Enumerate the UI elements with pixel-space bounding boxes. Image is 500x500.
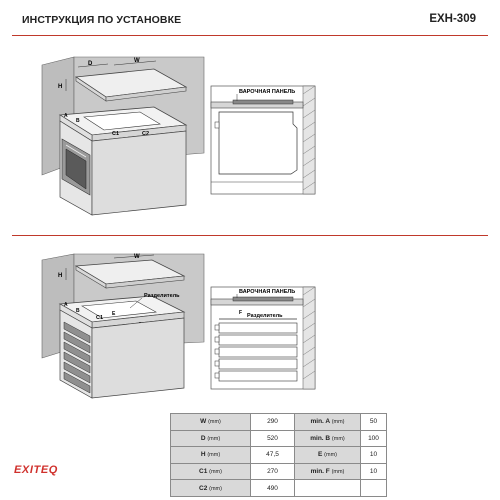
dim-H2-label: H [58,273,63,279]
unit-label: (mm) [209,485,222,492]
page-title: ИНСТРУКЦИЯ ПО УСТАНОВКЕ [22,14,182,26]
dim-D-label: D [88,61,93,67]
unit-label: (mm) [207,435,221,442]
unit-label: (mm) [331,419,345,426]
dim-value-text: 290 [267,418,278,426]
dim-key [171,463,251,480]
unit-label: (mm) [331,435,345,442]
unit-label: (mm) [324,452,337,459]
dim-value-text: 270 [267,468,278,476]
unit-label: (mm) [208,419,221,426]
dim-key-text: C1 [199,468,208,476]
figure-drawer-cabinet [36,252,211,402]
brand-logo: EXITEQ [14,464,58,476]
unit-label: (mm) [209,469,222,476]
dimensions-table [170,413,387,497]
dim-value2-text: 10 [369,451,378,459]
dim-C1b-label: C1 [96,315,104,321]
dim-key2 [295,463,361,480]
table-row [171,447,387,464]
dim-key2 [295,480,361,497]
dim-key2-text: min. F [310,468,330,476]
dim-key2-text: min. A [310,418,330,426]
dim-H-label: H [58,84,63,90]
dim-value-text: 47,5 [266,451,279,459]
dim-value2 [361,447,387,464]
dim-key2-text: min. B [310,434,331,442]
dim-E-label: E [112,311,116,317]
dim-key2-text: E [318,451,323,459]
dim-value-text: 520 [267,434,278,442]
dim-key-text: H [200,451,206,459]
dim-key2 [295,430,361,447]
dim-key [171,430,251,447]
table-row [171,480,387,497]
dim-value [251,414,295,431]
unit-label: (mm) [331,469,345,476]
dim-value [251,430,295,447]
dim-value-text: 490 [267,484,278,492]
dim-value [251,447,295,464]
dim-A-label: A [64,113,68,119]
panel-label: ВАРОЧНАЯ ПАНЕЛЬ [239,89,296,95]
dim-key [171,447,251,464]
dim-value2 [361,480,387,497]
dim-key [171,414,251,431]
figure-oven-cabinet [36,55,211,230]
dim-key2 [295,414,361,431]
header-divider [12,35,488,36]
unit-label: (mm) [207,452,221,459]
panel2-label: ВАРОЧНАЯ ПАНЕЛЬ [239,289,296,295]
dim-B-label: B [76,118,80,124]
dim-key-text: D [200,434,206,442]
dim-F2-label: F [239,310,243,316]
dim-key [171,480,251,497]
model-number: EXH-309 [429,13,476,25]
dim-value2-text: 50 [369,418,378,426]
divider2-label: Разделитель [247,313,283,319]
divider-label: Разделитель [144,293,180,299]
dim-value [251,480,295,497]
dim-B2-label: B [76,308,80,314]
dim-C2-label: C2 [142,131,150,137]
dim-value2 [361,463,387,480]
dim-value2-text: 10 [369,468,378,476]
table-row [171,414,387,431]
dim-key-text: C2 [199,484,208,492]
dim-key-text: W [200,418,207,426]
dim-value [251,463,295,480]
table-row [171,430,387,447]
dim-value2-text: 100 [368,434,379,442]
section-divider [12,235,488,236]
dim-W-label: W [134,58,140,64]
dim-A2-label: A [64,302,68,308]
table-row [171,463,387,480]
dim-W2-label: W [134,254,140,260]
dim-key2 [295,447,361,464]
dim-value2 [361,430,387,447]
figure-side-section-drawers [205,283,325,393]
figure-side-section-oven [205,82,325,197]
dim-C1-label: C1 [112,131,120,137]
dim-value2 [361,414,387,431]
